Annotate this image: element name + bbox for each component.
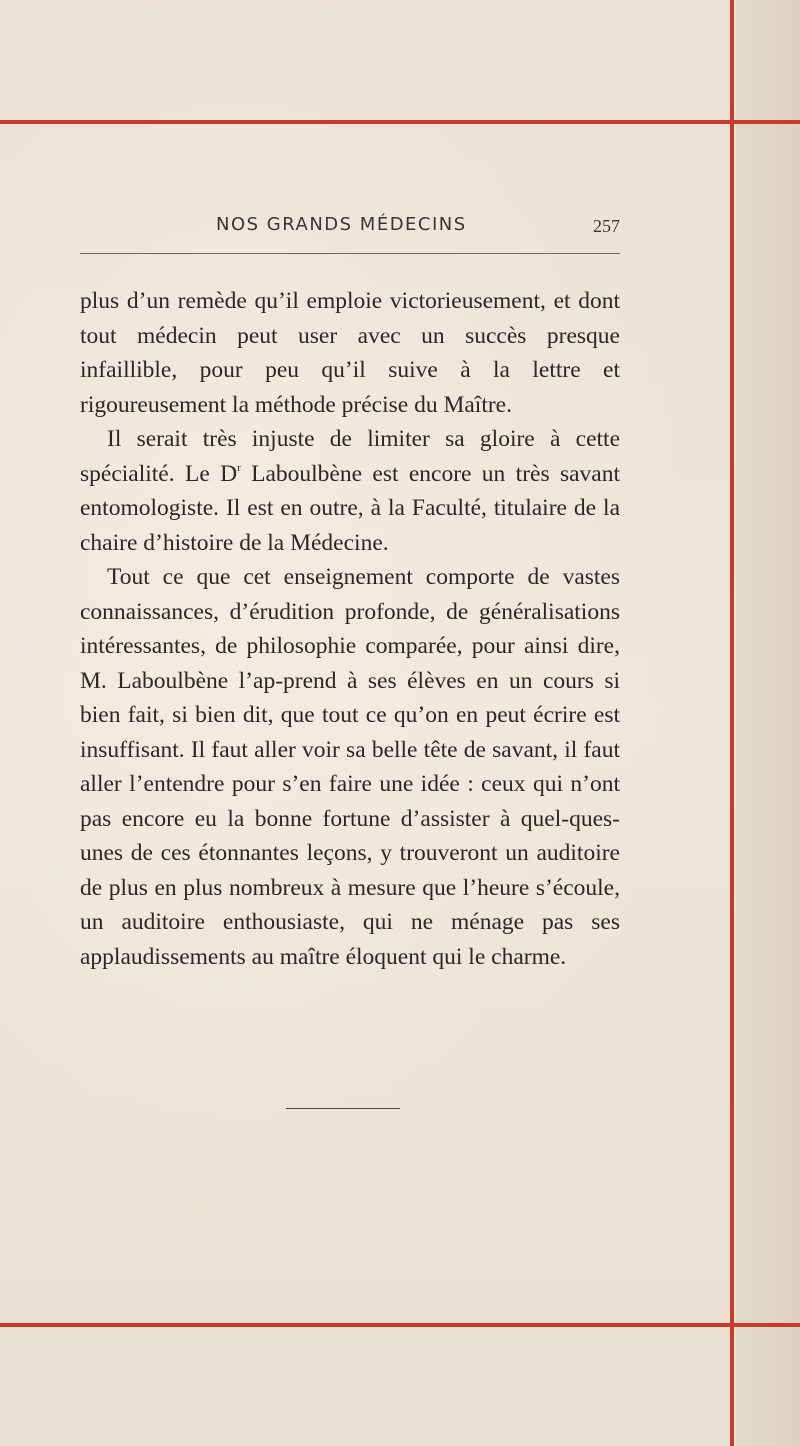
running-title: NOS GRANDS MÉDECINS [216,214,467,235]
page-right-margin [736,0,800,1446]
body-text [80,284,620,974]
paragraph-2 [80,422,620,560]
doctor-abbrev-superscript: r [237,461,241,474]
paragraph-3: Tout ce que cet enseignement comporte de vastes connaissances, d’érudition profonde, de généralisations intéressantes, de philosophie comparée, pour ainsi dire, M. Laboulbène l’ap-prend à ses élèves en un cours si bien fait, si bien dit, que tout ce qu’on en peut écrire est insuffisant. Il faut aller voir sa belle tête de savant, il faut aller l’entendre pour s’en faire une idée : ceux qui n’ont pas encore eu la bonne fortune d’assister à quel-ques-unes de ces étonnantes leçons, y trouveront un auditoire de plus en plus nombreux à mesure que l’heure s’écoule, un auditoire enthousiaste, qui ne ménage pas ses applaudissements au maître éloquent qui le charme. [80,564,620,970]
paragraph-2-text-before: Il serait très injuste de limiter sa gloire à cette spécialité. Le D [80,426,620,487]
page-number: 257 [593,216,620,236]
red-top-rule [0,120,800,124]
header-divider [80,253,620,254]
end-of-section-rule [286,1108,400,1109]
red-bottom-rule [0,1323,800,1327]
paragraph-2-text-after: Laboulbène est encore un très savant entomologiste. Il est en outre, à la Faculté, titulaire de la chaire d’histoire de la Médecine. [80,460,620,556]
red-vertical-rule [730,0,734,1446]
page-header [80,214,620,244]
paragraph-1: plus d’un remède qu’il emploie victorieusement, et dont tout médecin peut user avec un succès presque infaillible, pour peu qu’il suive à la lettre et rigoureusement la méthode précise du Maître. [80,288,620,418]
